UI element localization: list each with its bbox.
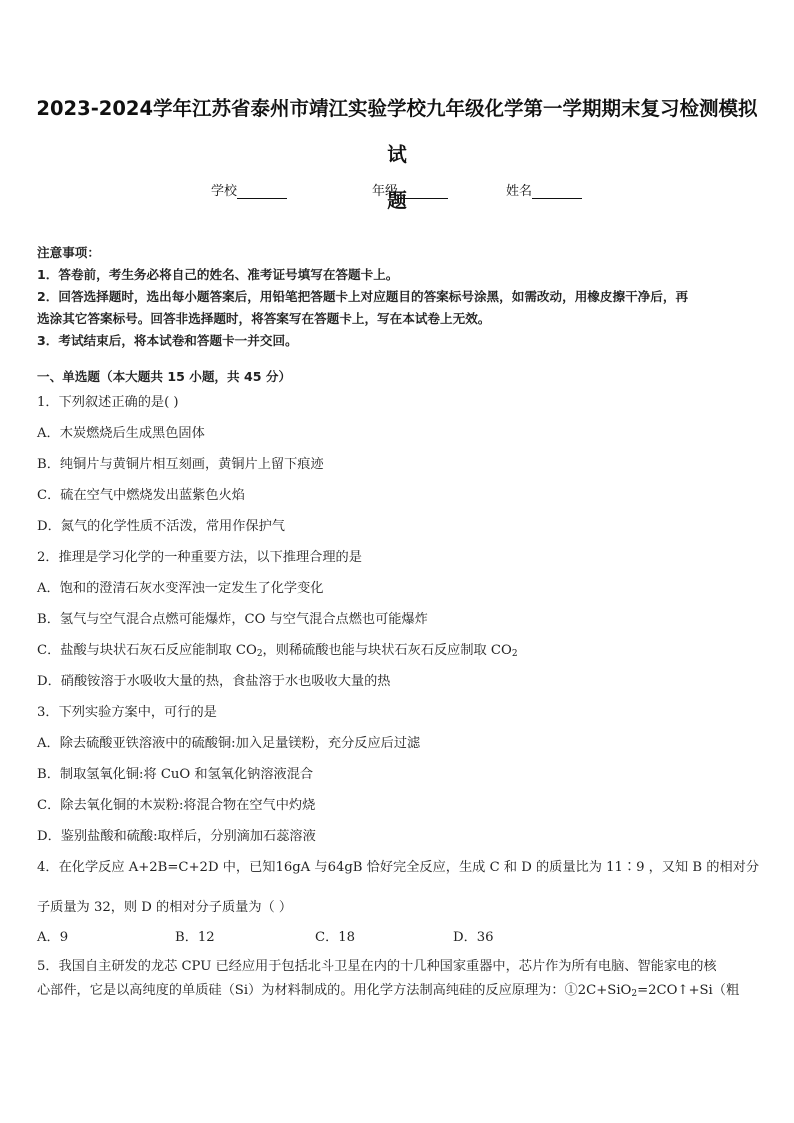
student-info-fields: [0, 180, 794, 200]
question-1-option-d: D．氮气的化学性质不活泼，常用作保护气: [37, 519, 285, 534]
question-3-option-a: A．除去硫酸亚铁溶液中的硫酸铜:加入足量镁粉，充分反应后过滤: [37, 736, 421, 751]
grade-field[interactable]: [372, 180, 448, 199]
question-5-line-2: [37, 979, 759, 1006]
notice-section: [37, 242, 759, 352]
question-4-option-b: B．12: [175, 930, 215, 945]
question-3-option-d: D．鉴别盐酸和硫酸:取样后，分别滴加石蕊溶液: [37, 829, 316, 844]
question-4-stem-line-1: 4．在化学反应 A+2B=C+2D 中，已知16gA 与64gB 恰好完全反应，生成 C 和 D 的质量比为 11∶9 ，又知 B 的相对分: [37, 860, 760, 875]
q5-text-2: =2CO↑+Si（粗: [637, 983, 740, 998]
title-line-1: 2023-2024学年江苏省泰州市靖江实验学校九年级化学第一学期期末复习检测模拟试: [36, 97, 758, 166]
question-1-option-c: C．硫在空气中燃烧发出蓝紫色火焰: [37, 488, 245, 503]
notice-item-2b: 选涂其它答案标号。回答非选择题时，将答案写在答题卡上，写在本试卷上无效。: [37, 311, 491, 326]
q2c-subscript-2: 2: [511, 649, 518, 659]
questions: [37, 366, 759, 1006]
school-field[interactable]: [211, 180, 287, 199]
question-2-option-b: B．氢气与空气混合点燃可能爆炸，CO 与空气混合点燃也可能爆炸: [37, 612, 428, 627]
name-label: 姓名: [506, 184, 533, 199]
q2c-text-1: C．盐酸与块状石灰石反应能制取 CO: [37, 643, 257, 658]
question-4-option-a: A．9: [37, 930, 69, 945]
school-label: 学校: [211, 184, 238, 199]
notice-item-3: 3．考试结束后，将本试卷和答题卡一并交回。: [37, 333, 298, 348]
question-2-option-a: A．饱和的澄清石灰水变浑浊一定发生了化学变化: [37, 581, 324, 596]
q5-subscript: 2: [631, 989, 638, 999]
question-4-stem-line-2: 子质量为 32，则 D 的相对分子质量为（ ）: [37, 900, 293, 915]
section-heading: 一、单选题（本大题共 15 小题，共 45 分）: [37, 369, 292, 384]
question-3-option-b: B．制取氢氧化铜:将 CuO 和氢氧化钠溶液混合: [37, 767, 314, 782]
q2c-subscript-1: 2: [256, 649, 263, 659]
question-2-option-c: [37, 640, 759, 671]
notice-item-1: 1．答卷前，考生务必将自己的姓名、准考证号填写在答题卡上。: [37, 267, 399, 282]
question-4-option-c: C．18: [315, 930, 356, 945]
question-1-stem: 1．下列叙述正确的是( ): [37, 395, 179, 410]
page-title: [30, 86, 764, 224]
notice-heading: 注意事项：: [37, 245, 100, 260]
question-1-option-b: B．纯铜片与黄铜片相互刻画，黄铜片上留下痕迹: [37, 457, 324, 472]
question-4: [37, 857, 759, 953]
question-3-option-c: C．除去氧化铜的木炭粉:将混合物在空气中灼烧: [37, 798, 316, 813]
school-blank[interactable]: [237, 185, 287, 199]
name-field[interactable]: [506, 180, 582, 199]
question-4-options: [37, 927, 759, 953]
grade-blank[interactable]: [398, 185, 448, 199]
name-blank[interactable]: [532, 185, 582, 199]
grade-label: 年级: [372, 184, 399, 199]
question-2-option-d: D．硝酸铵溶于水吸收大量的热，食盐溶于水也吸收大量的热: [37, 674, 391, 689]
question-1-option-a: A．木炭燃烧后生成黑色固体: [37, 426, 205, 441]
title-line-2: 题: [387, 189, 407, 212]
q5-text-1: 心部件，它是以高纯度的单质硅（Si）为材料制成的。用化学方法制高纯硅的反应原理为：①2C+SiO: [37, 983, 632, 998]
question-3-stem: 3．下列实验方案中，可行的是: [37, 705, 217, 720]
question-2-stem: 2．推理是学习化学的一种重要方法，以下推理合理的是: [37, 550, 362, 565]
question-4-option-d: D．36: [453, 930, 494, 945]
q2c-text-2: ，则稀硫酸也能与块状石灰石反应制取 CO: [262, 643, 512, 658]
question-5-line-1: 5．我国自主研发的龙芯 CPU 已经应用于包括北斗卫星在内的十几种国家重器中，芯片作为所有电脑、智能家电的核: [37, 959, 717, 974]
notice-item-2a: 2．回答选择题时，选出每小题答案后，用铅笔把答题卡上对应题目的答案标号涂黑，如需改动，用橡皮擦干净后，再: [37, 289, 689, 304]
question-5: [37, 955, 759, 1006]
